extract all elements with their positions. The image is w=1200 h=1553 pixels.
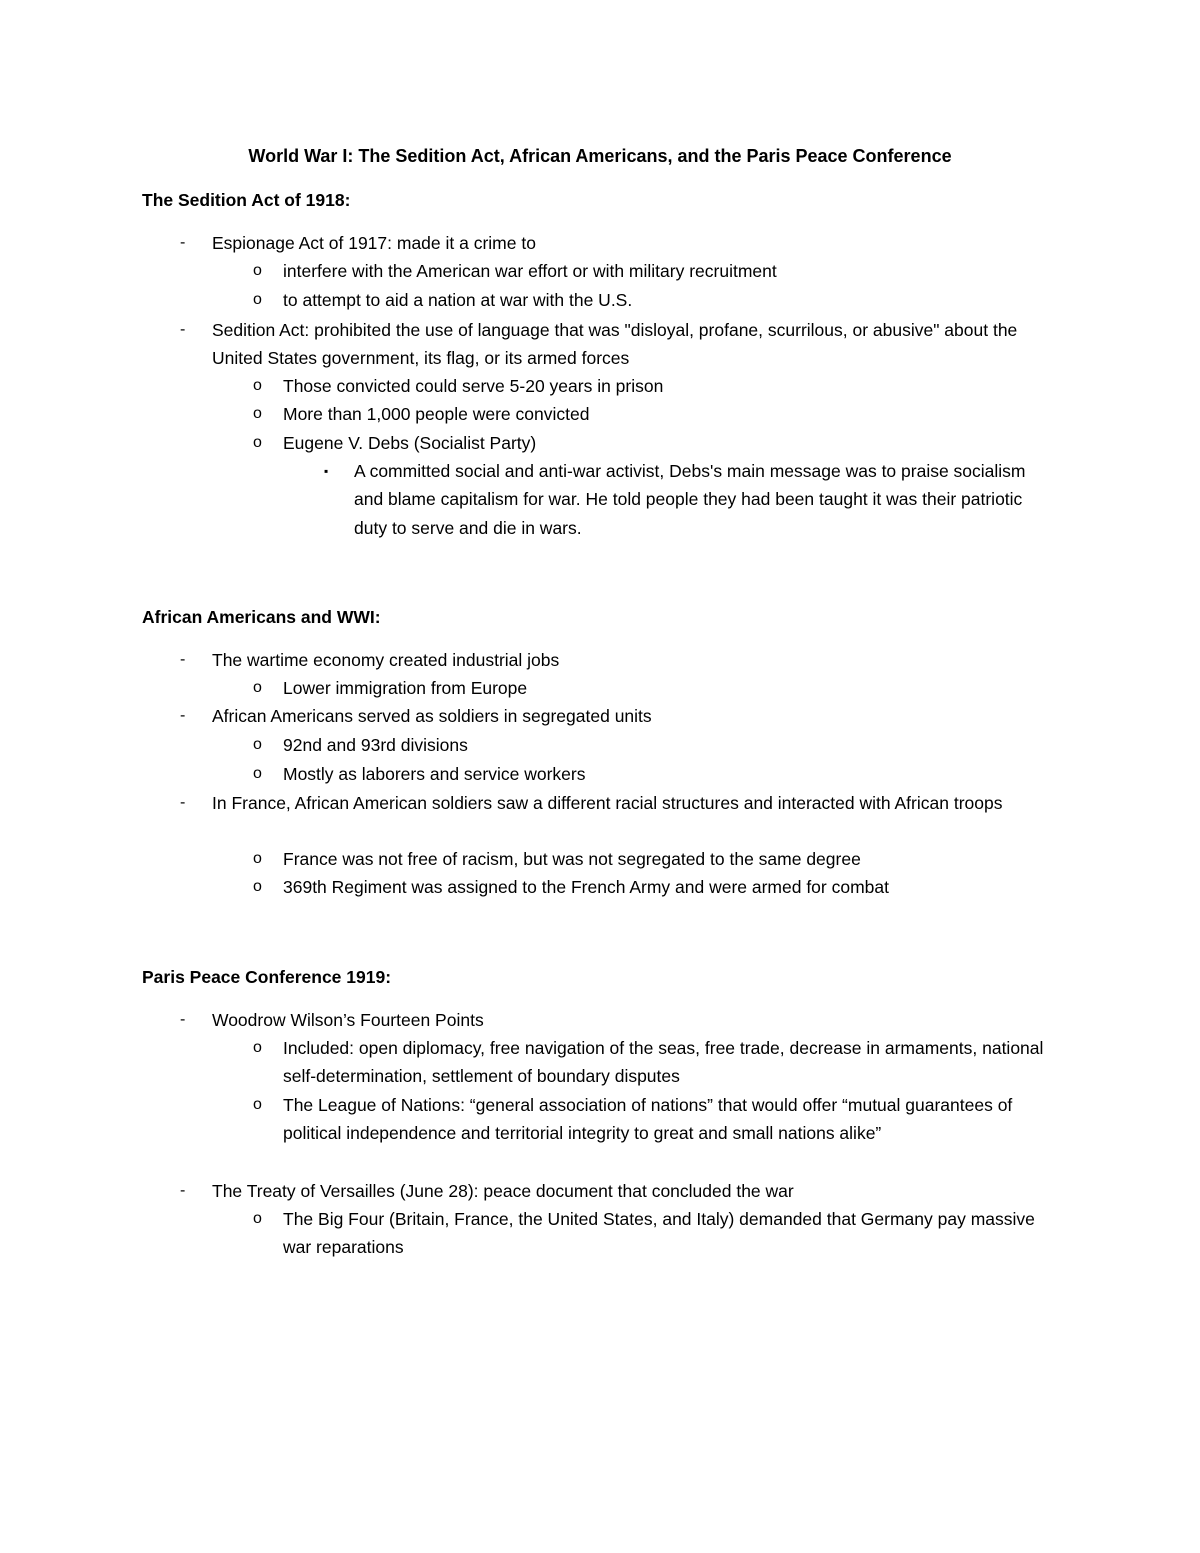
list-item xyxy=(180,229,1072,257)
list-item xyxy=(180,316,1072,373)
list-item-text: 369th Regiment was assigned to the French Army and were armed for combat xyxy=(283,877,889,897)
circle-bullet-icon: o xyxy=(253,434,262,451)
circle-bullet-icon: o xyxy=(253,1210,262,1227)
list-item xyxy=(253,372,1063,400)
section-heading-sedition-act: The Sedition Act of 1918: xyxy=(142,190,351,210)
list-item xyxy=(253,1205,1063,1262)
list-item xyxy=(180,789,1072,817)
list-item xyxy=(253,873,1063,901)
dash-bullet-icon: - xyxy=(180,1011,186,1028)
list-item xyxy=(253,1034,1063,1091)
circle-bullet-icon: o xyxy=(253,1096,262,1113)
list-item-text: Included: open diplomacy, free navigation of the seas, free trade, decrease in armaments, national self-determination, settlement of boundary disputes xyxy=(283,1038,1044,1087)
circle-bullet-icon: o xyxy=(253,679,262,696)
list-item-text: Those convicted could serve 5-20 years in prison xyxy=(283,376,664,396)
list-item xyxy=(253,400,1063,428)
dash-bullet-icon: - xyxy=(180,1182,186,1199)
list-item-text: The League of Nations: “general association of nations” that would offer “mutual guarantees of political independence and territorial integrity to great and small nations alike” xyxy=(283,1095,1013,1144)
section-heading-paris-peace-conference: Paris Peace Conference 1919: xyxy=(142,967,392,987)
dash-bullet-icon: - xyxy=(180,651,186,668)
list-item xyxy=(253,845,1063,873)
list-item-text: Eugene V. Debs (Socialist Party) xyxy=(283,433,537,453)
list-item-text: The wartime economy created industrial jobs xyxy=(212,650,560,670)
circle-bullet-icon: o xyxy=(253,377,262,394)
list-item xyxy=(253,429,1063,457)
list-item xyxy=(180,702,1072,730)
dash-bullet-icon: - xyxy=(180,794,186,811)
list-item xyxy=(253,286,1063,314)
list-item xyxy=(180,1006,1072,1034)
list-item-text: A committed social and anti-war activist, Debs's main message was to praise socialism and blame capitalism for war. He told people they had been taught it was their patriotic duty to serve and die in wars. xyxy=(354,461,1026,538)
circle-bullet-icon: o xyxy=(253,291,262,308)
list-item xyxy=(253,731,1063,759)
circle-bullet-icon: o xyxy=(253,878,262,895)
circle-bullet-icon: o xyxy=(253,1039,262,1056)
list-item-text: France was not free of racism, but was not segregated to the same degree xyxy=(283,849,861,869)
circle-bullet-icon: o xyxy=(253,765,262,782)
square-bullet-icon: ▪ xyxy=(324,464,329,478)
list-item-text: Sedition Act: prohibited the use of language that was "disloyal, profane, scurrilous, or abusive" about the United States government, its flag, or its armed forces xyxy=(212,320,1018,369)
list-item xyxy=(253,674,1063,702)
list-item-text: Woodrow Wilson’s Fourteen Points xyxy=(212,1010,484,1030)
circle-bullet-icon: o xyxy=(253,405,262,422)
list-item-text: Lower immigration from Europe xyxy=(283,678,528,698)
list-item-text: African Americans served as soldiers in segregated units xyxy=(212,706,652,726)
dash-bullet-icon: - xyxy=(180,234,186,251)
list-item xyxy=(253,1091,1063,1148)
circle-bullet-icon: o xyxy=(253,850,262,867)
list-item xyxy=(180,646,1072,674)
circle-bullet-icon: o xyxy=(253,736,262,753)
list-item-text: to attempt to aid a nation at war with the U.S. xyxy=(283,290,633,310)
list-item-text: The Big Four (Britain, France, the United States, and Italy) demanded that Germany pay massive war reparations xyxy=(283,1209,1035,1258)
list-item-text: 92nd and 93rd divisions xyxy=(283,735,468,755)
dash-bullet-icon: - xyxy=(180,321,186,338)
list-item-text: Espionage Act of 1917: made it a crime to xyxy=(212,233,536,253)
dash-bullet-icon: - xyxy=(180,707,186,724)
document-title: World War I: The Sedition Act, African Americans, and the Paris Peace Conference xyxy=(248,146,952,166)
list-item xyxy=(324,457,1054,542)
list-item-text: More than 1,000 people were convicted xyxy=(283,404,590,424)
list-item-text: Mostly as laborers and service workers xyxy=(283,764,586,784)
circle-bullet-icon: o xyxy=(253,262,262,279)
section-heading-african-americans: African Americans and WWI: xyxy=(142,607,381,627)
list-item xyxy=(253,257,1063,285)
list-item xyxy=(180,1177,1072,1205)
list-item-text: The Treaty of Versailles (June 28): peace document that concluded the war xyxy=(212,1181,794,1201)
list-item-text: In France, African American soldiers saw a different racial structures and interacted with African troops xyxy=(212,793,1003,813)
list-item xyxy=(253,760,1063,788)
list-item-text: interfere with the American war effort or with military recruitment xyxy=(283,261,777,281)
